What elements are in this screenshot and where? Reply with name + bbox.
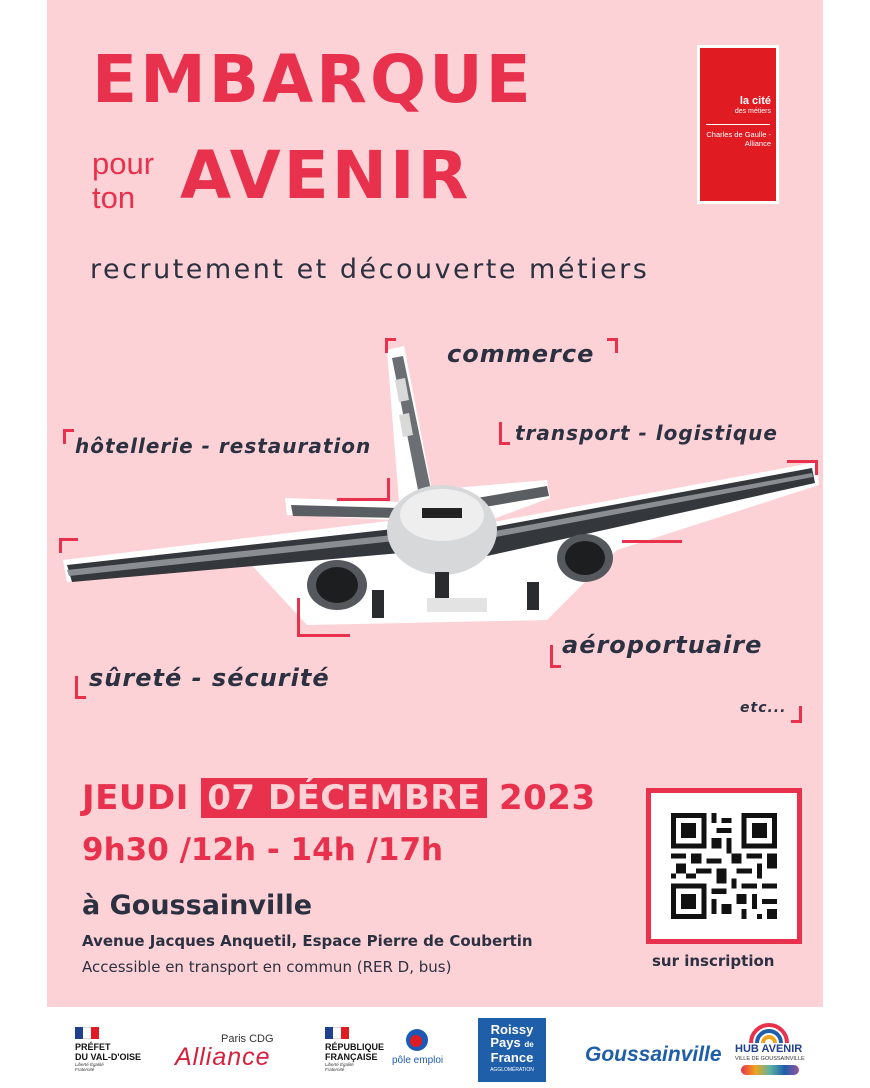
republique-line2: FRANÇAISE	[325, 1052, 378, 1062]
pole-emploi-icon	[406, 1029, 428, 1051]
event-hours: 9h30 /12h - 14h /17h	[82, 832, 444, 868]
event-year: 2023	[498, 778, 596, 818]
french-flag-icon-2	[325, 1027, 349, 1039]
logo-republique-francaise	[325, 1027, 384, 1072]
bracket-commerce-tr	[607, 338, 618, 353]
bracket-transport-tr	[787, 460, 818, 475]
logo-cite-line2: des métiers	[734, 108, 771, 115]
hub-avenir-name: HUB AVENIR	[735, 1043, 803, 1055]
bracket-commerce-tl	[385, 338, 396, 353]
prefet-line1: PRÉFET	[75, 1042, 111, 1052]
headline-ton: ton	[92, 180, 136, 215]
republique-line1: RÉPUBLIQUE	[325, 1042, 385, 1052]
bracket-wing-left	[59, 538, 78, 553]
sector-transport: transport - logistique	[515, 421, 778, 445]
headline-avenir: AVENIR	[180, 137, 472, 214]
registration-label: sur inscription	[652, 952, 775, 970]
qr-code-frame[interactable]	[646, 788, 802, 944]
hub-avenir-arcs-icon	[747, 1021, 791, 1043]
roissy-de: de	[524, 1040, 534, 1049]
sector-aeroportuaire: aéroportuaire	[562, 631, 763, 659]
republique-motto: Liberté Égalité Fraternité	[325, 1062, 354, 1072]
logo-pole-emploi	[392, 1029, 444, 1073]
logo-roissy-pays-de-france	[478, 1018, 546, 1082]
event-city: à Goussainville	[82, 890, 313, 921]
event-date-line	[82, 778, 596, 818]
roissy-line3: France	[490, 1050, 534, 1065]
headline-embarque: EMBARQUE	[92, 41, 534, 118]
pole-emploi-name: pôle emploi	[392, 1055, 444, 1066]
prefet-line2: DU VAL-D'OISE	[75, 1052, 141, 1062]
headline-pour: pour	[92, 146, 155, 181]
roissy-line1: Roissy	[490, 1022, 534, 1037]
logo-cite-des-metiers	[697, 45, 779, 204]
footer-logos	[0, 1007, 870, 1088]
logo-cite-line1: la cité	[739, 95, 771, 107]
roissy-line2: Pays	[490, 1035, 521, 1050]
airplane-icon	[63, 346, 819, 625]
sector-etc: etc...	[740, 700, 787, 716]
hub-avenir-swoosh	[741, 1065, 799, 1075]
logo-goussainville: Goussainville	[585, 1043, 722, 1066]
bracket-hotellerie-br	[337, 478, 390, 501]
airplane-illustration	[47, 320, 823, 650]
bracket-surete	[75, 676, 86, 699]
event-address: Avenue Jacques Anquetil, Espace Pierre de Coubertin	[82, 932, 533, 950]
event-day: JEUDI	[82, 778, 189, 818]
event-date: 07 DÉCEMBRE	[201, 778, 486, 818]
roissy-line4: AGGLOMÉRATION	[490, 1067, 534, 1073]
logo-paris-cdg-alliance	[175, 1033, 285, 1073]
bracket-etc	[791, 706, 802, 723]
poster	[47, 0, 823, 1007]
qr-code-icon	[671, 813, 777, 919]
bracket-aeroportuaire	[550, 645, 561, 668]
prefet-motto: Liberté Égalité Fraternité	[75, 1062, 104, 1072]
sector-surete: sûreté - sécurité	[89, 664, 330, 692]
logo-hub-avenir	[735, 1021, 807, 1083]
alliance-top: Paris CDG	[221, 1033, 274, 1045]
logo-cite-divider	[706, 124, 770, 125]
bracket-hotellerie	[63, 429, 74, 444]
logo-cite-line3: Charles de Gaulle - Alliance	[706, 130, 771, 148]
logo-prefet-val-doise	[75, 1027, 141, 1072]
french-flag-icon	[75, 1027, 99, 1039]
bracket-engine-left	[297, 598, 350, 637]
bracket-wing-right	[622, 540, 682, 553]
alliance-name: Alliance	[175, 1043, 271, 1071]
sector-hotellerie: hôtellerie - restauration	[75, 434, 372, 458]
bracket-transport	[499, 422, 510, 445]
subtitle: recrutement et découverte métiers	[90, 254, 650, 285]
sector-commerce: commerce	[447, 340, 595, 368]
event-access: Accessible en transport en commun (RER D, bus)	[82, 958, 452, 976]
hub-avenir-sub: VILLE DE GOUSSAINVILLE	[735, 1056, 805, 1062]
